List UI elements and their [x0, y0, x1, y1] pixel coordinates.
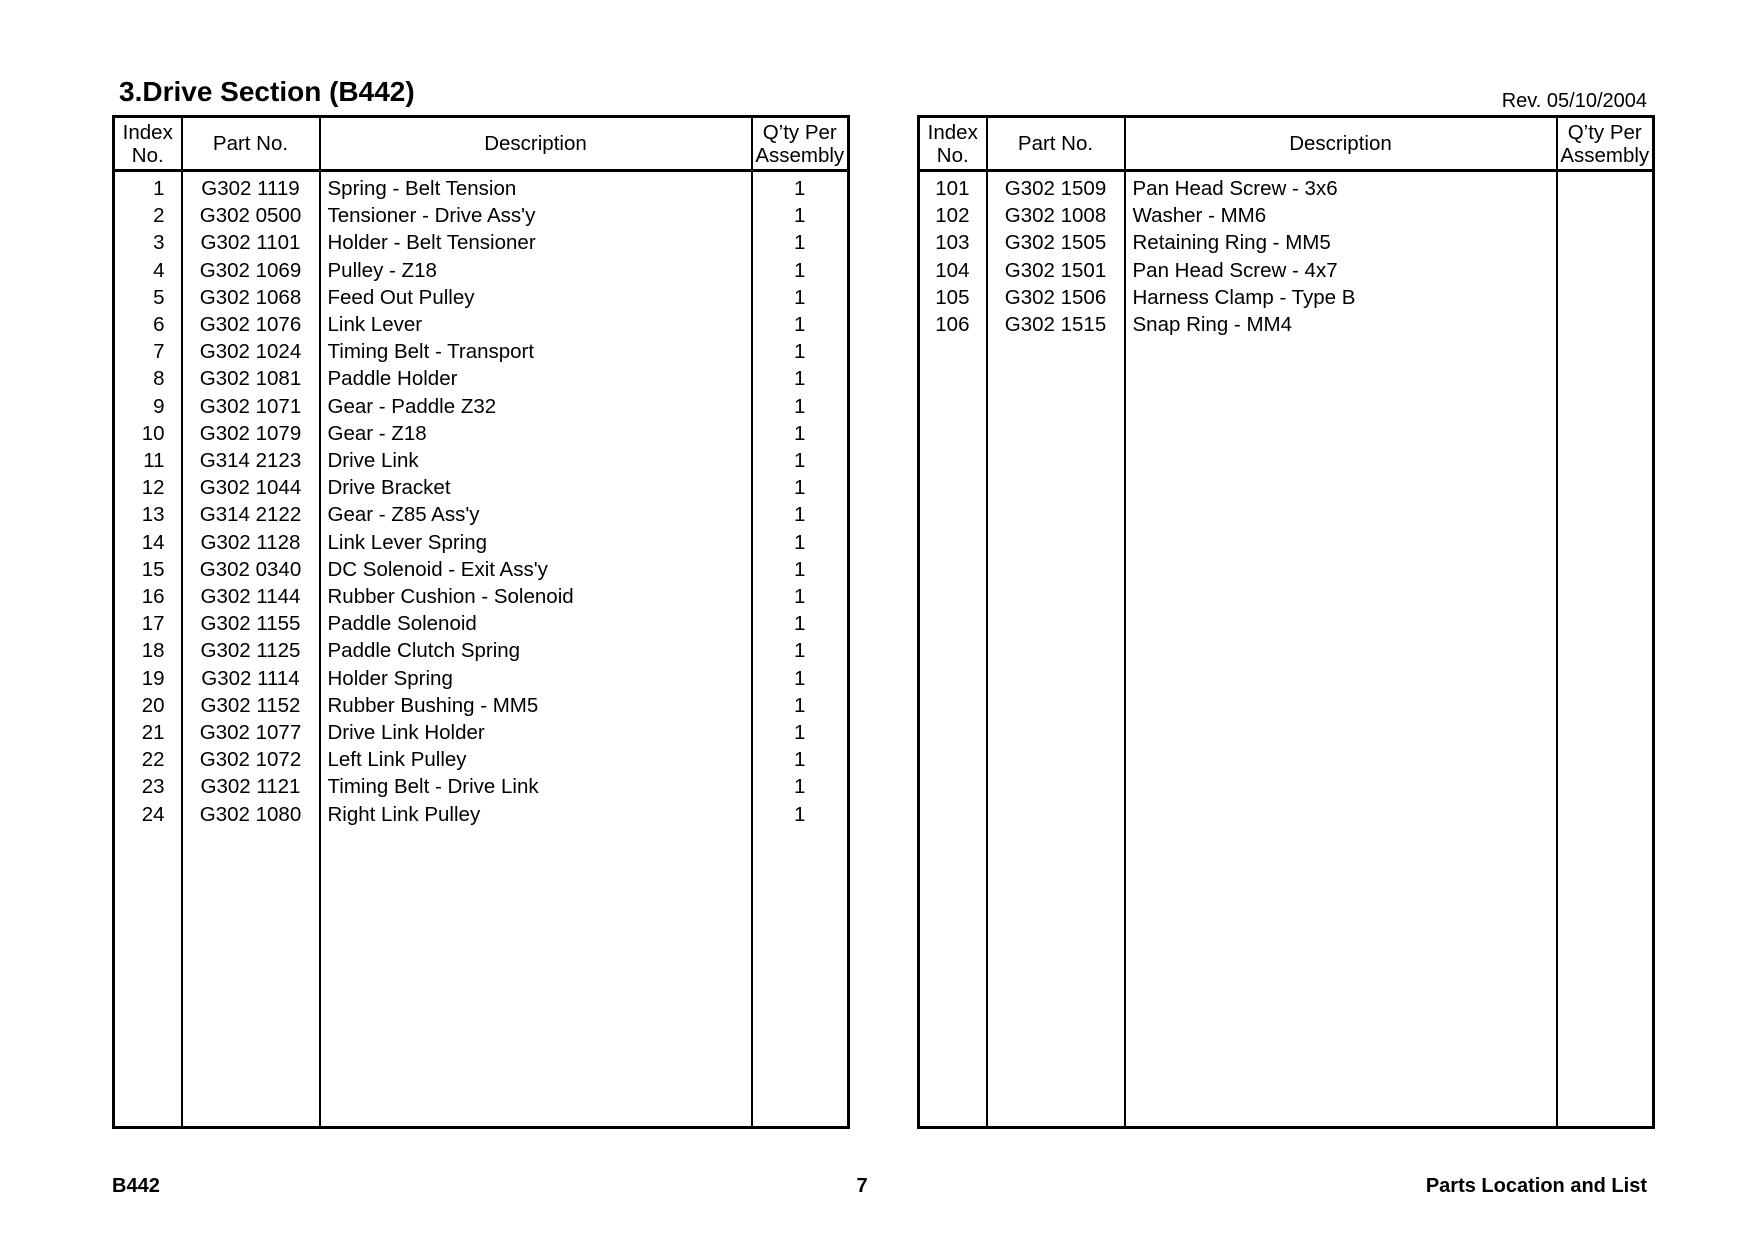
table-row [114, 583, 849, 610]
table-header-row [114, 117, 849, 171]
col-header-index: Index No. [919, 117, 987, 171]
empty-cell [1557, 338, 1654, 1127]
cell-qty [1557, 257, 1654, 284]
table-row [114, 311, 849, 338]
cell-part-no: G302 1155 [182, 610, 320, 637]
col-header-description: Description [320, 117, 752, 171]
cell-part-no: G302 1128 [182, 529, 320, 556]
cell-description: Holder - Belt Tensioner [320, 229, 752, 256]
table-row [114, 773, 849, 800]
table-row [114, 746, 849, 773]
table-row [919, 257, 1654, 284]
cell-index: 106 [919, 311, 987, 338]
table-row [114, 171, 849, 203]
table-row [114, 801, 849, 828]
cell-description: Timing Belt - Transport [320, 338, 752, 365]
cell-index: 8 [114, 365, 182, 392]
cell-description: Paddle Holder [320, 365, 752, 392]
cell-part-no: G302 1505 [987, 229, 1125, 256]
cell-qty: 1 [752, 257, 849, 284]
table-row [114, 338, 849, 365]
cell-part-no: G302 1008 [987, 202, 1125, 229]
cell-qty: 1 [752, 393, 849, 420]
cell-description: Holder Spring [320, 665, 752, 692]
cell-part-no: G302 1071 [182, 393, 320, 420]
table-row [114, 556, 849, 583]
cell-description: Feed Out Pulley [320, 284, 752, 311]
cell-part-no: G302 1068 [182, 284, 320, 311]
col-header-description: Description [1125, 117, 1557, 171]
cell-qty: 1 [752, 420, 849, 447]
cell-qty: 1 [752, 637, 849, 664]
table-row [919, 284, 1654, 311]
cell-description: Pan Head Screw - 4x7 [1125, 257, 1557, 284]
cell-description: Tensioner - Drive Ass'y [320, 202, 752, 229]
footer-model: B442 [112, 1175, 160, 1197]
cell-qty: 1 [752, 447, 849, 474]
table-row [919, 229, 1654, 256]
cell-index: 18 [114, 637, 182, 664]
cell-index: 101 [919, 171, 987, 203]
table-row [114, 719, 849, 746]
cell-part-no: G302 1101 [182, 229, 320, 256]
parts-table-left [112, 115, 850, 1129]
col-header-part-no: Part No. [182, 117, 320, 171]
cell-description: Paddle Clutch Spring [320, 637, 752, 664]
table-row [114, 257, 849, 284]
table-header-row [919, 117, 1654, 171]
empty-cell [987, 338, 1125, 1127]
cell-part-no: G302 1069 [182, 257, 320, 284]
cell-index: 5 [114, 284, 182, 311]
cell-part-no: G302 0340 [182, 556, 320, 583]
cell-part-no: G302 1119 [182, 171, 320, 203]
cell-index: 19 [114, 665, 182, 692]
cell-qty: 1 [752, 365, 849, 392]
cell-description: Left Link Pulley [320, 746, 752, 773]
cell-index: 11 [114, 447, 182, 474]
cell-qty [1557, 229, 1654, 256]
cell-qty: 1 [752, 338, 849, 365]
cell-description: Right Link Pulley [320, 801, 752, 828]
cell-part-no: G302 1144 [182, 583, 320, 610]
cell-part-no: G302 1081 [182, 365, 320, 392]
table-row [114, 610, 849, 637]
page-title: 3.Drive Section (B442) [119, 76, 415, 107]
footer-section: Parts Location and List [1425, 1175, 1647, 1197]
cell-part-no: G302 1072 [182, 746, 320, 773]
table-filler-row [114, 828, 849, 1127]
cell-part-no: G302 0500 [182, 202, 320, 229]
cell-qty: 1 [752, 556, 849, 583]
cell-part-no: G302 1079 [182, 420, 320, 447]
cell-part-no: G302 1077 [182, 719, 320, 746]
col-header-part-no: Part No. [987, 117, 1125, 171]
cell-part-no: G314 2122 [182, 501, 320, 528]
table-row [114, 529, 849, 556]
cell-qty: 1 [752, 583, 849, 610]
cell-qty: 1 [752, 284, 849, 311]
cell-index: 17 [114, 610, 182, 637]
cell-qty: 1 [752, 665, 849, 692]
cell-index: 14 [114, 529, 182, 556]
cell-part-no: G302 1506 [987, 284, 1125, 311]
table-row [114, 202, 849, 229]
cell-index: 6 [114, 311, 182, 338]
empty-cell [114, 828, 182, 1127]
cell-index: 105 [919, 284, 987, 311]
cell-qty [1557, 171, 1654, 203]
cell-qty [1557, 284, 1654, 311]
cell-part-no: G302 1152 [182, 692, 320, 719]
table-row [114, 365, 849, 392]
cell-qty: 1 [752, 311, 849, 338]
cell-part-no: G302 1515 [987, 311, 1125, 338]
cell-qty: 1 [752, 474, 849, 501]
cell-part-no: G302 1076 [182, 311, 320, 338]
cell-description: Washer - MM6 [1125, 202, 1557, 229]
empty-cell [752, 828, 849, 1127]
cell-index: 3 [114, 229, 182, 256]
cell-part-no: G302 1509 [987, 171, 1125, 203]
cell-qty: 1 [752, 692, 849, 719]
table-row [114, 501, 849, 528]
cell-qty: 1 [752, 746, 849, 773]
col-header-qty: Q’ty Per Assembly [752, 117, 849, 171]
cell-qty: 1 [752, 719, 849, 746]
cell-description: Snap Ring - MM4 [1125, 311, 1557, 338]
cell-description: Rubber Bushing - MM5 [320, 692, 752, 719]
cell-part-no: G302 1044 [182, 474, 320, 501]
cell-index: 10 [114, 420, 182, 447]
cell-description: Pan Head Screw - 3x6 [1125, 171, 1557, 203]
cell-index: 7 [114, 338, 182, 365]
cell-index: 13 [114, 501, 182, 528]
cell-qty [1557, 311, 1654, 338]
cell-description: Gear - Z18 [320, 420, 752, 447]
cell-index: 4 [114, 257, 182, 284]
table-row [114, 447, 849, 474]
table-row [114, 637, 849, 664]
table-row [114, 665, 849, 692]
cell-qty: 1 [752, 801, 849, 828]
cell-index: 22 [114, 746, 182, 773]
cell-index: 9 [114, 393, 182, 420]
cell-description: Link Lever Spring [320, 529, 752, 556]
cell-index: 12 [114, 474, 182, 501]
cell-index: 20 [114, 692, 182, 719]
cell-index: 103 [919, 229, 987, 256]
cell-description: Spring - Belt Tension [320, 171, 752, 203]
cell-qty: 1 [752, 202, 849, 229]
cell-index: 21 [114, 719, 182, 746]
cell-index: 1 [114, 171, 182, 203]
cell-description: Link Lever [320, 311, 752, 338]
table-row [919, 202, 1654, 229]
cell-description: Harness Clamp - Type B [1125, 284, 1557, 311]
table-filler-row [919, 338, 1654, 1127]
cell-description: Gear - Paddle Z32 [320, 393, 752, 420]
cell-qty: 1 [752, 501, 849, 528]
cell-qty: 1 [752, 529, 849, 556]
table-row [114, 284, 849, 311]
cell-description: DC Solenoid - Exit Ass'y [320, 556, 752, 583]
cell-index: 15 [114, 556, 182, 583]
cell-part-no: G302 1125 [182, 637, 320, 664]
empty-cell [919, 338, 987, 1127]
cell-qty: 1 [752, 171, 849, 203]
cell-qty: 1 [752, 773, 849, 800]
revision-date: Rev. 05/10/2004 [1501, 90, 1647, 112]
cell-index: 23 [114, 773, 182, 800]
cell-description: Drive Link [320, 447, 752, 474]
table-row [919, 311, 1654, 338]
cell-part-no: G302 1121 [182, 773, 320, 800]
cell-description: Paddle Solenoid [320, 610, 752, 637]
cell-index: 24 [114, 801, 182, 828]
empty-cell [182, 828, 320, 1127]
table-row [919, 171, 1654, 203]
cell-qty: 1 [752, 610, 849, 637]
cell-index: 104 [919, 257, 987, 284]
cell-description: Drive Link Holder [320, 719, 752, 746]
cell-index: 102 [919, 202, 987, 229]
col-header-qty: Q’ty Per Assembly [1557, 117, 1654, 171]
cell-index: 2 [114, 202, 182, 229]
table-row [114, 420, 849, 447]
col-header-index: Index No. [114, 117, 182, 171]
cell-qty [1557, 202, 1654, 229]
empty-cell [1125, 338, 1557, 1127]
table-row [114, 229, 849, 256]
cell-part-no: G302 1501 [987, 257, 1125, 284]
table-row [114, 393, 849, 420]
cell-index: 16 [114, 583, 182, 610]
cell-part-no: G302 1114 [182, 665, 320, 692]
cell-part-no: G302 1080 [182, 801, 320, 828]
cell-qty: 1 [752, 229, 849, 256]
footer-page-number: 7 [856, 1175, 868, 1197]
cell-description: Drive Bracket [320, 474, 752, 501]
parts-table-right [917, 115, 1655, 1129]
cell-description: Pulley - Z18 [320, 257, 752, 284]
table-row [114, 474, 849, 501]
cell-description: Rubber Cushion - Solenoid [320, 583, 752, 610]
cell-description: Retaining Ring - MM5 [1125, 229, 1557, 256]
cell-description: Timing Belt - Drive Link [320, 773, 752, 800]
table-row [114, 692, 849, 719]
cell-description: Gear - Z85 Ass'y [320, 501, 752, 528]
cell-part-no: G314 2123 [182, 447, 320, 474]
empty-cell [320, 828, 752, 1127]
cell-part-no: G302 1024 [182, 338, 320, 365]
